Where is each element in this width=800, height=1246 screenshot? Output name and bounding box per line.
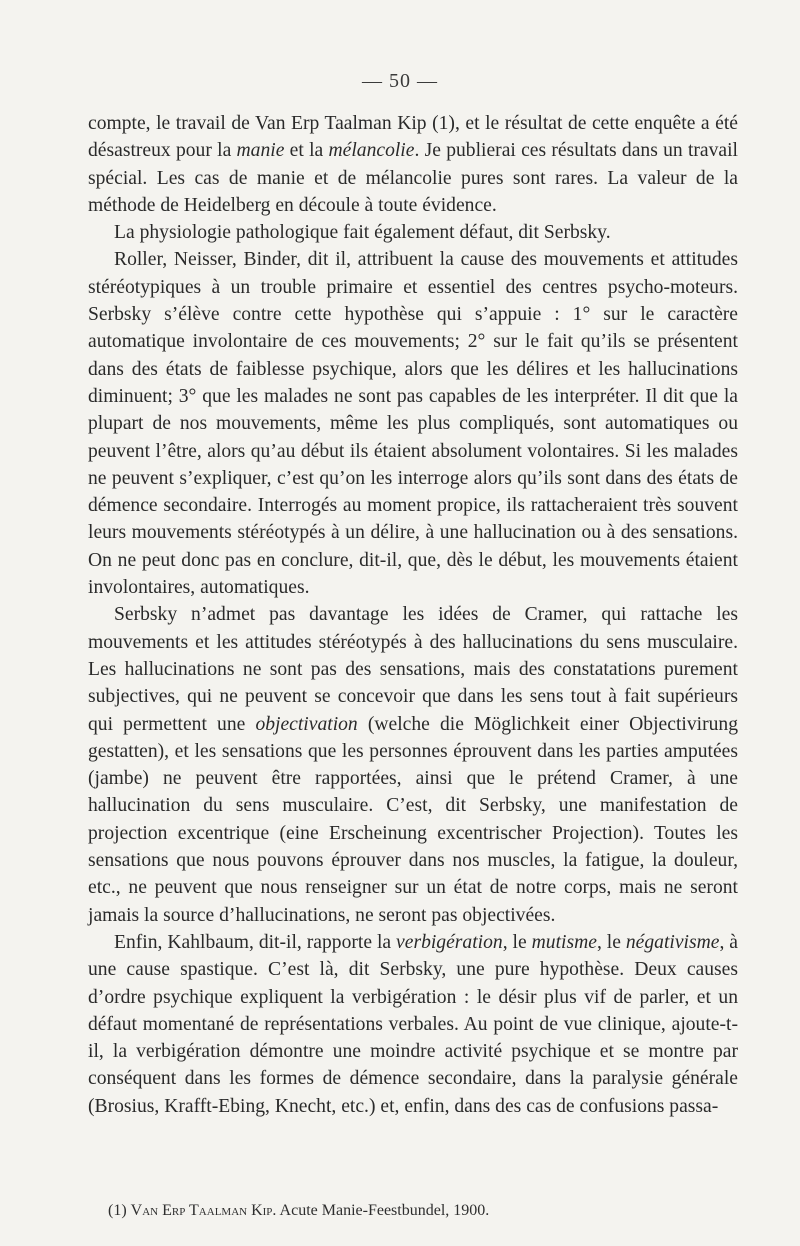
- body-text: [88, 110, 738, 1120]
- italic-text: manie: [236, 140, 285, 162]
- paragraph: [88, 246, 738, 601]
- paragraph: [88, 219, 738, 246]
- paragraph: [88, 110, 738, 219]
- text-run: Serbsky n’admet pas davantage les idées de Cramer, qui rattache les mouvements et les attitudes stéréotypés à des hallucinations du sens musculaire. Les hallucinations ne sont pas des sensations, mais des constatations purement subjectives, qui ne peuvent se concevoir que dans les sens tout à fait supérieurs qui permettent une: [88, 604, 738, 735]
- text-run: Roller, Neisser, Binder, dit il, attribuent la cause des mouvements et attitudes stéréotypiques à un trouble primaire et essentiel des centres psycho-moteurs. Serbsky s’élève contre cette hypothèse qui s’appuie : 1° sur le caractère automatique involontaire de ces mouvements; 2° sur le fait qu’ils se présentent dans des états de faiblesse psychique, alors que les délires et les hallucinations diminuent; 3° que les malades ne sont pas capables de les interpréter. Il dit que la plupart de nos mouvements, même les plus compliqués, sont automatiques ou peuvent l’être, alors qu’au début ils étaient absolument volontaires. Si les malades ne peuvent s’expliquer, c’est qu’on les interroge alors qu’ils sont dans des états de démence secondaire. Interrogés au moment propice, ils rattacheraient très souvent leurs mouvements stéréotypés à un délire, à une hallucination ou à des sensations. On ne peut donc pas en conclure, dit-il, que, dès le début, les mouvements étaient involontaires, automatiques.: [88, 249, 738, 599]
- text-run: , le: [596, 931, 626, 953]
- italic-text: verbigération: [396, 931, 503, 953]
- text-run: Enfin, Kahlbaum, dit-il, rapporte la: [114, 931, 397, 953]
- paragraph: [88, 601, 738, 929]
- text-run: , le: [502, 931, 532, 953]
- footnote-author: Van Erp Taalman Kip: [130, 1202, 273, 1219]
- text-run: , à une cause spastique. C’est là, dit Serbsky, une pure hypothèse. Deux causes d’ordre psychique expliquent la verbigération : le désir plus vif de parler, et un défaut momentané de représentations verbales. Au point de vue clinique, ajoute-t-il, la verbigération démontre une moindre activité psychique et se montre par conséquent dans les formes de démence secondaire, dans la paralysie générale (Brosius, Krafft-Ebing, Knecht, etc.) et, enfin, dans des cas de confusions passa-: [88, 931, 738, 1117]
- text-run: . Je publierai ces résultats dans un travail spécial. Les cas de manie et de mélancolie pures sont rares. La valeur de la méthode de Heidelberg en découle à toute évidence.: [88, 140, 738, 216]
- italic-text: objectivation: [255, 713, 358, 735]
- footnote: [108, 1200, 738, 1222]
- text-run: (welche die Möglichkeit einer Objectivirung gestatten), et les sensations que les personnes éprouvent dans les parties amputées (jambe) ne peuvent être rapportées, ainsi que le prétend Cramer, à une hallucination du sens musculaire. C’est, dit Serbsky, une manifestation de projection excentrique (eine Erscheinung excentrischer Projection). Toutes les sensations que nous pouvons éprouver dans nos muscles, la fatigue, la douleur, etc., ne peuvent que nous renseigner sur un état de notre corps, mais ne seront jamais la source d’hallucinations, ne seront pas objectivées.: [88, 713, 738, 926]
- text-run: compte, le travail de Van Erp Taalman Kip (1), et le résultat de cette enquête a été désastreux pour la: [88, 113, 738, 162]
- paragraph: [88, 929, 738, 1120]
- text-run: La physiologie pathologique fait également défaut, dit Serbsky.: [114, 222, 611, 244]
- italic-text: mutisme: [531, 931, 597, 953]
- footnote-citation: . Acute Manie-Feestbundel, 1900.: [272, 1202, 490, 1219]
- page-number: — 50 —: [362, 70, 438, 92]
- footnote-marker: (1): [108, 1202, 127, 1219]
- italic-text: mélancolie: [328, 140, 415, 162]
- italic-text: négativisme: [625, 931, 720, 953]
- text-run: et la: [284, 140, 329, 162]
